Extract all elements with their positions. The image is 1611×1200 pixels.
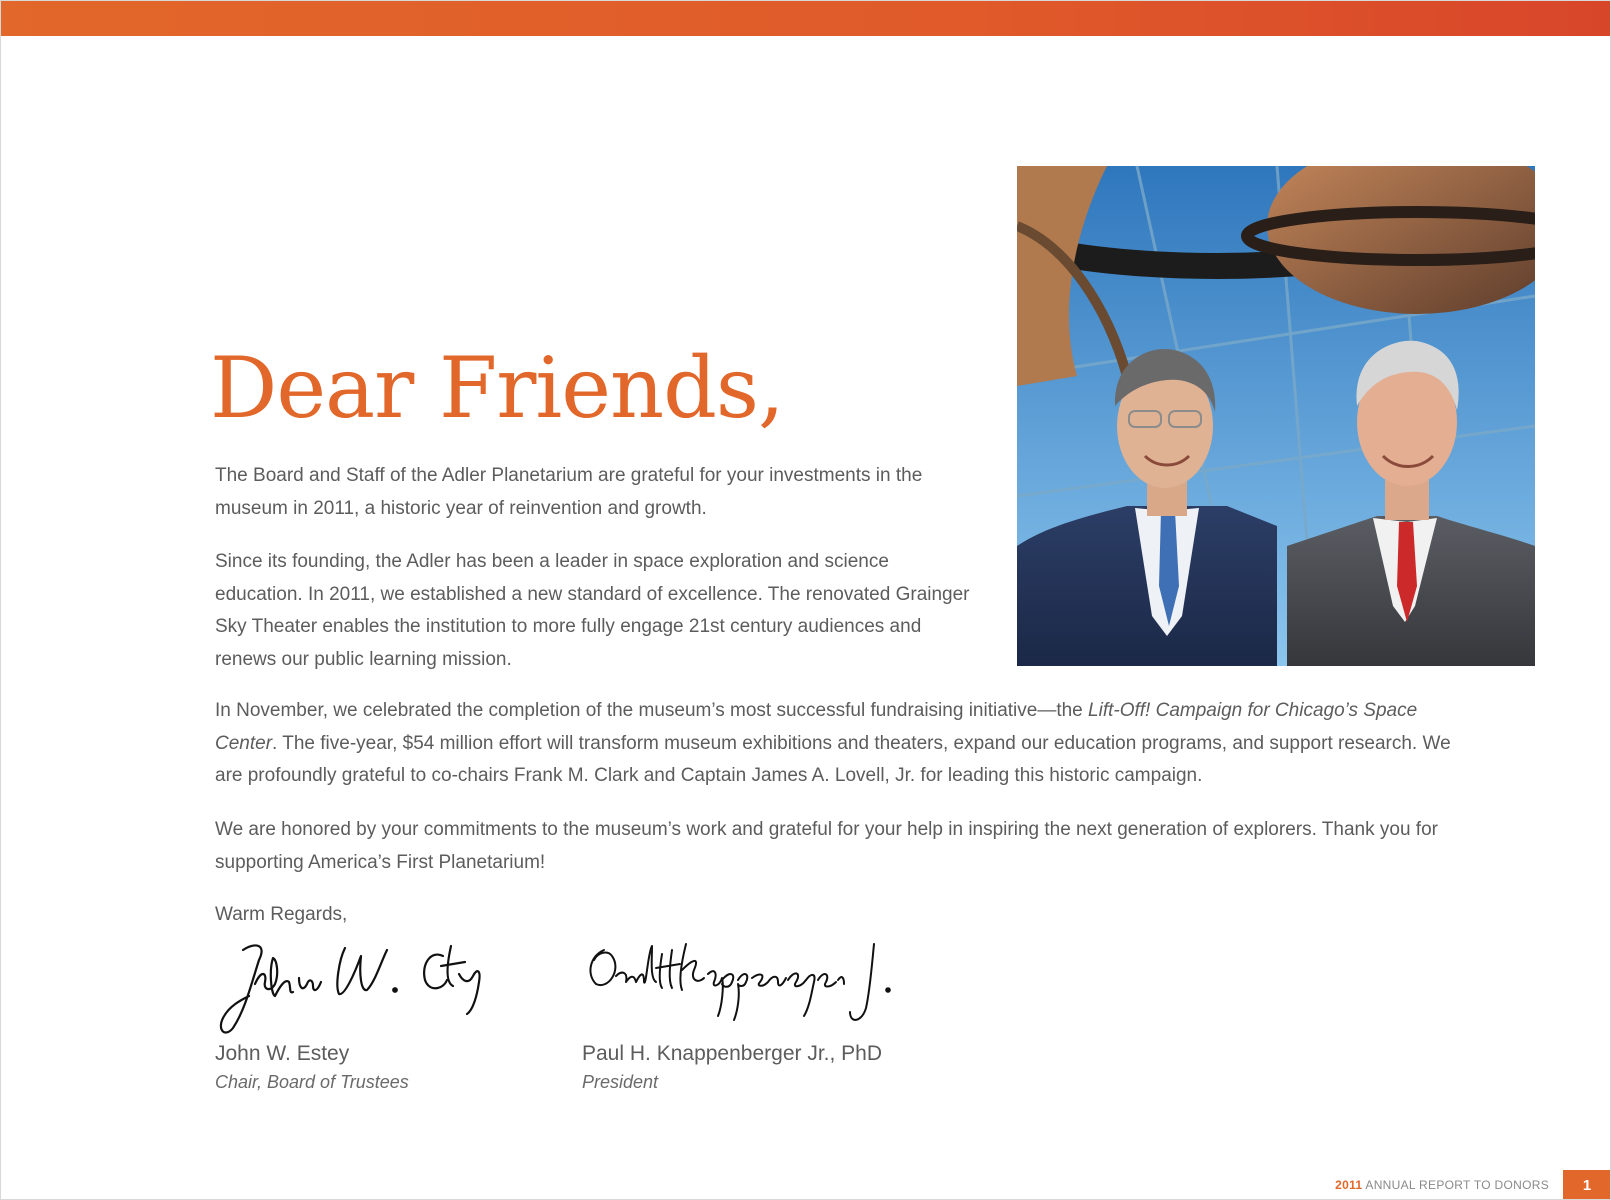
closing-salutation: Warm Regards, bbox=[215, 904, 348, 925]
signer-name: John W. Estey bbox=[215, 1042, 350, 1065]
top-accent-bar bbox=[0, 0, 1611, 36]
campaign-name: Lift-Off! Campaign for Chicago’s Space Center bbox=[215, 700, 1418, 754]
page-footer bbox=[1335, 1170, 1611, 1200]
portrait-illustration bbox=[1017, 166, 1535, 666]
paragraph-3-rest: . The five-year, $54 million effort will transform museum exhibitions and theaters, expand our education programs, and support research. We are profoundly grateful to co-chairs Frank M. Clark and Captain James A. Lovell, Jr. for leading this historic campaign. bbox=[215, 732, 1451, 786]
signatory-estey bbox=[215, 930, 535, 1093]
letter-paragraph-4: We are honored by your commitments to the museum’s work and grateful for your help in inspiring the next generation of explorers. Thank you for supporting America’s First Planetarium! bbox=[215, 819, 1438, 873]
signature-knappenberger bbox=[582, 930, 912, 1038]
paragraph-3-intro: In November, we celebrated the completion of the museum’s most successful fundraising initiative—the bbox=[215, 700, 1089, 721]
footer-label bbox=[1335, 1178, 1549, 1192]
letter-heading: Dear Friends, bbox=[210, 339, 784, 437]
signature-estey bbox=[215, 930, 505, 1038]
portrait-photo bbox=[1017, 166, 1535, 666]
page-number: 1 bbox=[1563, 1170, 1611, 1200]
letter-paragraph-3 bbox=[215, 695, 1465, 793]
signer-name: Paul H. Knappenberger Jr., PhD bbox=[582, 1042, 883, 1065]
footer-title: ANNUAL REPORT TO DONORS bbox=[1365, 1178, 1549, 1192]
signer-title: President bbox=[582, 1072, 659, 1092]
letter-paragraph-2: Since its founding, the Adler has been a leader in space exploration and science education. In 2011, we established a new standard of excellence. The renovated Grainger Sky Theater enables the institution to more fully engage 21st century audiences and renews our public learning mission. bbox=[215, 551, 970, 670]
signatory-knappenberger bbox=[582, 930, 942, 1093]
signer-title: Chair, Board of Trustees bbox=[215, 1072, 409, 1092]
footer-year: 2011 bbox=[1335, 1178, 1363, 1192]
letter-paragraph-1: The Board and Staff of the Adler Planetarium are grateful for your investments in the museum in 2011, a historic year of reinvention and growth. bbox=[215, 465, 923, 519]
